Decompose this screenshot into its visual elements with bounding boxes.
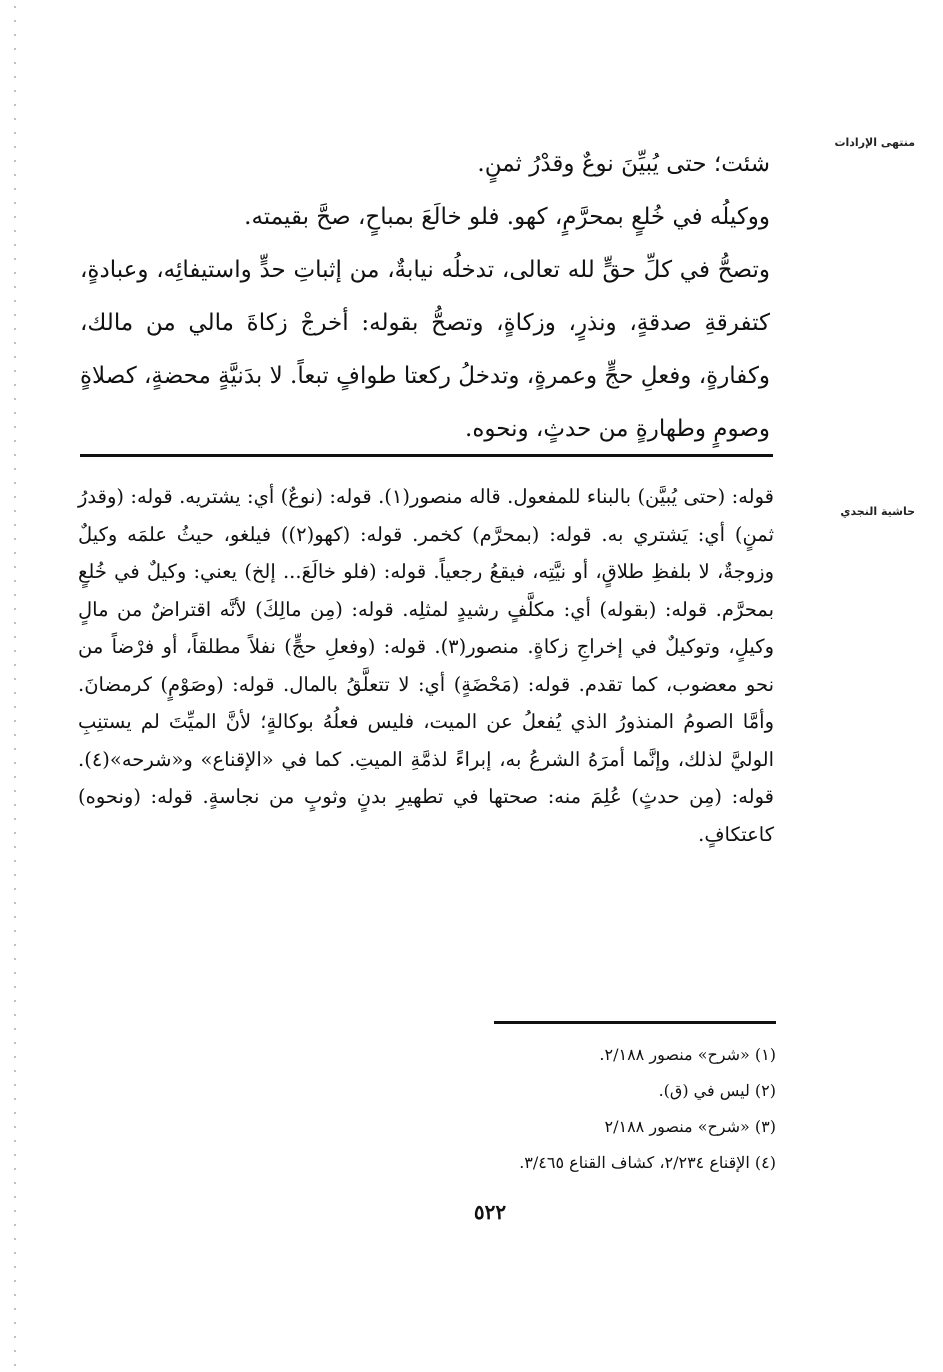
main-paragraph: شئت؛ حتى يُبيِّنَ نوعٌ وقدْرُ ثمنٍ. xyxy=(477,151,770,177)
commentary-paragraph: قوله: (حتى يُبيَّن) بالبناء للمفعول. قاله منصور(١). قوله: (نوعٌ) أي: يشتريه. قوله: (وقدرُ ثمنٍ) أي: يَشتري به. قوله: (بمحرَّم) كخمر. قوله: (كهو(٢)) فيلغو، حيثُ علمَه وكيلٌ وزوجةٌ، لا بلفظِ طلاقٍ، أو نيَّتِه، فيقعُ رجعياً. قوله: (فلو خالَعَ... إلخ) يعني: وكيلٌ في خُلعٍ بمحرَّم. قوله: (بقوله) أي: مكلَّفٍ رشيدٍ لمثلِه. قوله: (مِن مالِكَ) لأنَّه اقتراضٌ من مالٍ وكيلٍ، وتوكيلٌ في إخراجِ زكاةٍ. منصور(٣). قوله: (وفعلِ حجٍّ) نفلاً مطلقاً، أو فرْضاً من نحو معضوب، كما تقدم. قوله: (مَحْضَةٍ) أي: لا تتعلَّقُ بالمال. قوله: (وصَوْمٍ) كرمضانَ. وأمَّا الصومُ المنذورُ الذي يُفعلُ عن الميت، فليس فعلُهُ بوكالةٍ؛ لأنَّ الميِّتَ لم يستنِبِ الوليَّ لذلك، وإنَّما أمرَهُ الشرعُ به، إبراءً لذمَّةِ الميتِ. كما في «الإقناع» و«شرحه»(٤). قوله: (مِن حدثٍ) عُلِمَ منه: صحتها في تطهيرِ بدنٍ وثوبٍ من نجاسةٍ. قوله: (ونحوه) كاعتكافٍ. xyxy=(78,485,775,846)
book-title-label: منتهى الإرادات xyxy=(834,136,915,149)
footnote-item: (٢) ليس في (ق). xyxy=(658,1081,776,1100)
section-divider xyxy=(80,454,773,457)
footnotes xyxy=(300,1037,776,1181)
footnote-separator xyxy=(494,1021,776,1024)
main-paragraph: وتصحُّ في كلِّ حقٍّ لله تعالى، تدخلُه نيابةٌ، من إثباتِ حدٍّ واستيفائِه، وعبادةٍ، كتفرقةِ صدقةٍ، ونذرٍ، وزكاةٍ، وتصحُّ بقوله: أخرجْ زكاةَ مالي من مالك، وكفارةٍ، وفعلِ حجٍّ وعمرةٍ، وتدخلُ ركعتا طوافٍ تبعاً. لا بدَنيَّةٍ محضةٍ، كصلاةٍ وصومٍ وطهارةٍ من حدثٍ، ونحوه. xyxy=(80,257,770,442)
main-paragraph: ووكيلُه في خُلعٍ بمحرَّمٍ، كهو. فلو خالَعَ بمباحٍ، صحَّ بقيمته. xyxy=(244,204,770,230)
footnote-item: (١) «شرح» منصور ٢/١٨٨. xyxy=(599,1045,776,1064)
main-text-block xyxy=(80,138,770,456)
footnote-item: (٣) «شرح» منصور ٢/١٨٨ xyxy=(604,1117,776,1136)
commentary-block xyxy=(78,478,774,853)
scan-dotted-margin xyxy=(14,0,16,1372)
page-number: ٥٢٢ xyxy=(473,1200,507,1224)
commentary-title-label: حاشية النجدي xyxy=(840,505,915,518)
footnote-item: (٤) الإقناع ٢/٢٣٤، كشاف القناع ٣/٤٦٥. xyxy=(519,1153,776,1172)
